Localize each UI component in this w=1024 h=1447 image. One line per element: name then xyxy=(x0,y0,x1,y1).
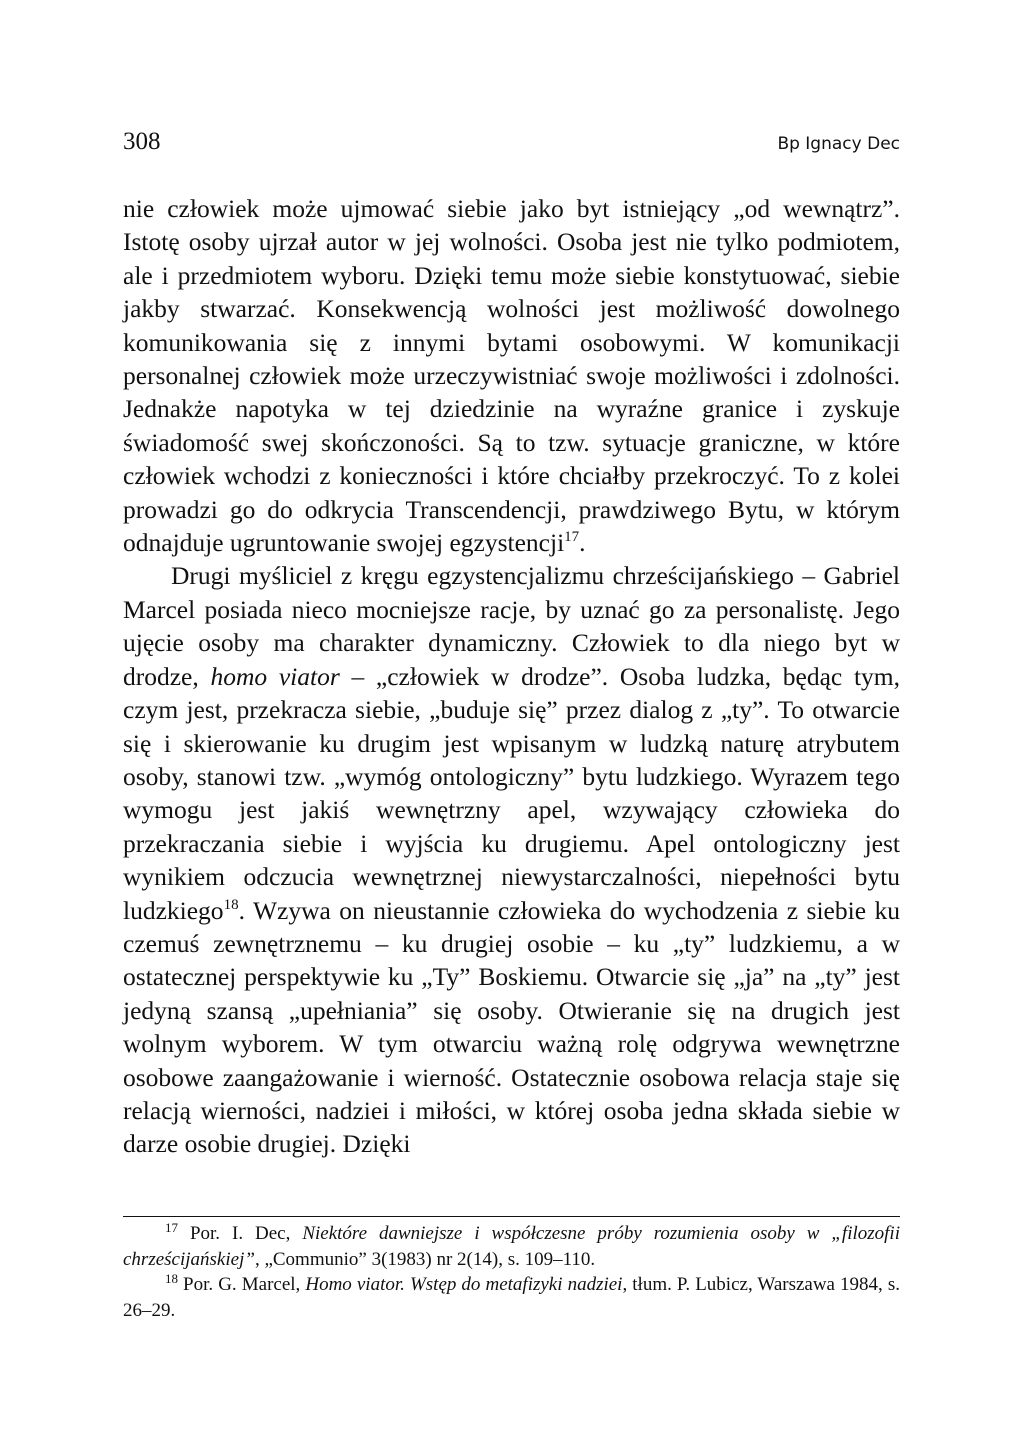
paragraph-1-end: . xyxy=(579,528,586,558)
paragraph-1 xyxy=(123,192,900,559)
italic-term-homo-viator: homo viator xyxy=(210,661,340,691)
running-head xyxy=(123,118,900,168)
body-text xyxy=(123,192,900,1161)
footnote-title: Niektóre dawniejsze i współczesne próby rozumienia osoby w „filozofii chrześcijańskiej” xyxy=(123,1223,900,1270)
running-head-author: Bp Ignacy Dec xyxy=(777,134,900,154)
footnote-text-end: , tłum. P. Lubicz, Warszawa 1984, s. 26–29. xyxy=(123,1274,900,1321)
footnote-text-end: , „Communio” 3(1983) nr 2(14), s. 109–110. xyxy=(254,1248,596,1270)
footnote-number: 18 xyxy=(165,1271,178,1286)
footnote-ref-17[interactable]: 17 xyxy=(564,529,580,546)
footnote-ref-18[interactable]: 18 xyxy=(223,896,239,913)
footnote-18 xyxy=(123,1272,900,1323)
footnote-text: Por. G. Marcel, xyxy=(178,1274,306,1295)
footnote-title: Homo viator. Wstęp do metafizyki nadziei xyxy=(305,1274,623,1295)
paragraph-2-text-b: – „człowiek w drodze”. Osoba ludzka, będąc tym, czym jest, przekracza siebie, „buduje się” przez dialog z „ty”. To otwarcie się i skierowanie ku drugim jest wpisanym w ludzką naturę atrybutem osoby, stanowi tzw. „wymóg ontologiczny” bytu ludzkiego. Wyrazem tego wymogu jest jakiś wewnętrzny apel, wzywający człowieka do przekraczania siebie i wyjścia ku drugiemu. Apel ontologiczny jest wynikiem odczucia wewnętrznej niewystarczalności, niepełności bytu ludzkiego xyxy=(123,661,900,925)
footnote-text: Por. I. Dec, xyxy=(178,1223,303,1244)
paragraph-1-text: nie człowiek może ujmować siebie jako byt istniejący „od wewnątrz”. Istotę osoby ujrzał autor w jej wolności. Osoba jest nie tylko podmiotem, ale i przedmiotem wyboru. Dzięki temu może siebie konstytuować, siebie jakby stwarzać. Konsekwencją wolności jest możliwość dowolnego komunikowania się z innymi bytami osobowymi. W komunikacji personalnej człowiek może urzeczywistniać swoje możliwości i zdolności. Jednakże napotyka w tej dziedzinie na wyraźne granice i zyskuje świadomość swej skończoności. Są to tzw. sytuacje graniczne, w które człowiek wchodzi z konieczności i które chciałby przekroczyć. To z kolei prowadzi go do odkrycia Transcendencji, prawdziwego Bytu, w którym odnajduje ugruntowanie swojej egzystencji xyxy=(123,194,900,558)
paragraph-2-text-c: . Wzywa on nieustannie człowieka do wychodzenia z siebie ku czemuś zewnętrznemu – ku drugiej osobie – ku „ty” ludzkiemu, a w ostatecznej perspektywie ku „Ty” Boskiemu. Otwarcie się „ja” na „ty” jest jedyną szansą „upełniania” się osoby. Otwieranie się na drugich jest wolnym wyborem. W tym otwarciu ważną rolę odgrywa wewnętrzne osobowe zaangażowanie i wierność. Ostatecznie osobowa relacja staje się relacją wierności, nadziei i miłości, w której osoba jedna składa siebie w darze osobie drugiej. Dzięki xyxy=(123,895,900,1159)
footnotes xyxy=(123,1216,900,1323)
footnote-17 xyxy=(123,1221,900,1272)
page-number: 308 xyxy=(123,128,161,155)
footnote-number: 17 xyxy=(165,1220,178,1235)
page xyxy=(123,118,900,1161)
paragraph-2-text-a: Drugi myśliciel z kręgu egzystencjalizmu chrześcijańskiego – Gabriel Marcel posiada nieco mocniejsze racje, by uznać go za personalistę. Jego ujęcie osoby ma charakter dynamiczny. Człowiek to dla niego byt w drodze, xyxy=(123,561,900,691)
paragraph-2 xyxy=(123,559,900,1160)
